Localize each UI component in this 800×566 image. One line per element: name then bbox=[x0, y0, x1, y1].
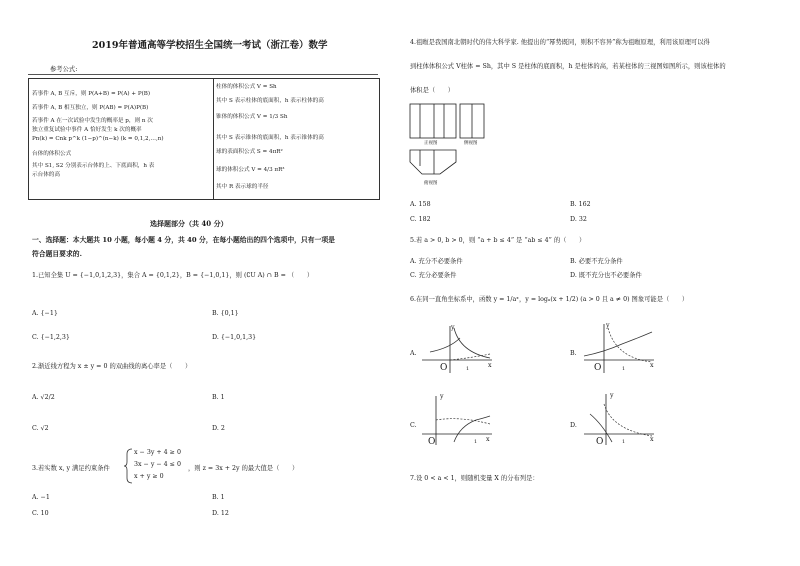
q4-top-view bbox=[410, 150, 470, 180]
q4-stem-line1: 4.祖暅是我国南北朝时代的伟大科学家. 他提出的“幂势既同，则积不容异”称为祖暅原理，利用该原理可以得 bbox=[410, 39, 710, 46]
q6-c-axis-y: y bbox=[440, 393, 444, 400]
formula-left-4: Pn(k) = Cnk p^k (1−p)^(n−k) (k = 0,1,2,…,n) bbox=[32, 136, 164, 142]
q3-option-a[interactable]: A. −1 bbox=[32, 494, 50, 501]
formula-right-3: 其中 S 表示锥体的底面积，h 表示锥体的高 bbox=[216, 135, 324, 141]
q3-option-d[interactable]: D. 12 bbox=[212, 510, 229, 517]
q6-d-axis-y: y bbox=[610, 392, 614, 399]
q3-constraint-3: x + y ≥ 0 bbox=[134, 473, 164, 480]
q3-brace bbox=[124, 448, 134, 484]
q6-a-one: 1 bbox=[466, 366, 470, 372]
q1-option-d[interactable]: D. {−1,0,1,3} bbox=[212, 334, 257, 341]
q6-d-one: 1 bbox=[622, 439, 626, 445]
q4-front-view-label: 正视图 bbox=[424, 141, 438, 146]
q6-a-axis-x: x bbox=[488, 362, 492, 369]
q6-c-axis-x: x bbox=[486, 436, 490, 443]
q1-option-b[interactable]: B. {0,1} bbox=[212, 310, 239, 317]
q6-c-origin: O bbox=[428, 437, 436, 447]
divider-line bbox=[28, 74, 378, 75]
q4-top-view-label: 俯视图 bbox=[424, 181, 438, 186]
section-title: 选择题部分（共 40 分） bbox=[150, 219, 228, 228]
q6-option-c[interactable]: C. bbox=[410, 422, 417, 429]
q4-side-view bbox=[460, 104, 500, 144]
q4-stem-line2: 到柱体体积公式 V柱体 = Sh，其中 S 是柱体的底面积，h 是柱体的高，若某柱体的三视图如图所示，则该柱体的 bbox=[410, 63, 726, 70]
q4-option-c[interactable]: C. 182 bbox=[410, 216, 431, 223]
formula-left-6: 其中 S1, S2 分别表示台体的上、下底面积，h 表 bbox=[32, 163, 155, 169]
ref-label: 参考公式: bbox=[50, 66, 78, 73]
q2-option-a[interactable]: A. √2/2 bbox=[32, 394, 55, 401]
q6-d-origin: O bbox=[596, 437, 604, 447]
q5-option-d[interactable]: D. 既不充分也不必要条件 bbox=[570, 272, 642, 279]
formula-left-2: 若事件 A 在一次试验中发生的概率是 p，则 n 次 bbox=[32, 118, 153, 124]
formula-right-0: 柱体的体积公式 V = Sh bbox=[216, 84, 277, 90]
q6-b-axis-y: y bbox=[606, 322, 610, 329]
formula-right-2: 锥体的体积公式 V = 1/3 Sh bbox=[216, 114, 288, 120]
formula-right-6: 其中 R 表示球的半径 bbox=[216, 184, 269, 190]
q5-option-b[interactable]: B. 必要不充分条件 bbox=[570, 258, 623, 265]
q6-option-b[interactable]: B. bbox=[570, 350, 577, 357]
q6-b-axis-x: x bbox=[650, 362, 654, 369]
q6-b-origin: O bbox=[594, 363, 602, 373]
q3-option-b[interactable]: B. 1 bbox=[212, 494, 225, 501]
q4-side-view-label: 侧视图 bbox=[464, 141, 478, 146]
q3-stem-pre: 3.若实数 x, y 满足约束条件 bbox=[32, 465, 110, 472]
q4-option-a[interactable]: A. 158 bbox=[410, 201, 431, 208]
q1-option-a[interactable]: A. {−1} bbox=[32, 310, 58, 317]
formula-left-3: 独立重复试验中事件 A 恰好发生 k 次的概率 bbox=[32, 127, 142, 133]
q2-stem: 2.渐近线方程为 x ± y = 0 的双曲线的离心率是（ ） bbox=[32, 363, 192, 370]
q6-option-a[interactable]: A. bbox=[410, 350, 417, 357]
q6-c-one: 1 bbox=[474, 439, 478, 445]
q1-option-c[interactable]: C. {−1,2,3} bbox=[32, 334, 70, 341]
formula-right-5: 球的体积公式 V = 4/3 πR³ bbox=[216, 167, 285, 173]
q5-option-c[interactable]: C. 充分必要条件 bbox=[410, 272, 457, 279]
q2-option-b[interactable]: B. 1 bbox=[212, 394, 225, 401]
formula-left-0: 若事件 A, B 互斥，则 P(A+B) = P(A) + P(B) bbox=[32, 91, 151, 97]
q3-stem-post: ，则 z = 3x + 2y 的最大值是（ ） bbox=[188, 465, 299, 472]
q4-option-b[interactable]: B. 162 bbox=[570, 201, 591, 208]
q6-stem: 6.在同一直角坐标系中，函数 y = 1/aˣ，y = logₐ(x + 1/2) (a > 0 且 a ≠ 0) 图象可能是（ ） bbox=[410, 296, 689, 303]
q2-option-d[interactable]: D. 2 bbox=[212, 425, 225, 432]
q6-option-d[interactable]: D. bbox=[570, 422, 577, 429]
q3-option-c[interactable]: C. 10 bbox=[32, 510, 49, 517]
q2-option-c[interactable]: C. √2 bbox=[32, 425, 49, 432]
formula-left-1: 若事件 A, B 相互独立，则 P(AB) = P(A)P(B) bbox=[32, 105, 149, 111]
formula-left-7: 示台体的高 bbox=[32, 172, 60, 178]
formula-table-divider bbox=[213, 79, 214, 199]
q5-option-a[interactable]: A. 充分不必要条件 bbox=[410, 258, 463, 265]
q7-stem: 7.设 0 < a < 1，则随机变量 X 的分布列是： bbox=[410, 475, 539, 482]
q4-stem-line3: 体积是（ ） bbox=[410, 87, 455, 94]
q3-constraint-1: x − 3y + 4 ≥ 0 bbox=[134, 449, 181, 456]
q5-stem: 5.若 a > 0, b > 0，则 “a + b ≤ 4” 是 “ab ≤ 4” 的（ ） bbox=[410, 237, 586, 244]
q1-stem: 1.已知全集 U = {−1,0,1,2,3}，集合 A = {0,1,2}，B = {−1,0,1}，则 (∁U A) ∩ B = （ ） bbox=[32, 272, 314, 279]
section-intro-line2: 符合题目要求的. bbox=[32, 250, 82, 258]
formula-right-4: 球的表面积公式 S = 4πR² bbox=[216, 149, 283, 155]
q4-option-d[interactable]: D. 32 bbox=[570, 216, 587, 223]
formula-left-5: 台体的体积公式 bbox=[32, 151, 72, 157]
section-intro-line1: 一、选择题：本大题共 10 小题，每小题 4 分，共 40 分，在每小题给出的四个选项中，只有一项是 bbox=[32, 236, 335, 244]
q6-a-origin: O bbox=[440, 363, 448, 373]
formula-right-1: 其中 S 表示柱体的底面积，h 表示柱体的高 bbox=[216, 98, 324, 104]
q6-a-axis-y: y bbox=[451, 324, 455, 331]
q6-d-axis-x: x bbox=[650, 436, 654, 443]
q6-b-one: 1 bbox=[622, 366, 626, 372]
page-title: 2019年普通高等学校招生全国统一考试（浙江卷）数学 bbox=[92, 40, 328, 51]
q3-constraint-2: 3x − y − 4 ≤ 0 bbox=[134, 461, 181, 468]
